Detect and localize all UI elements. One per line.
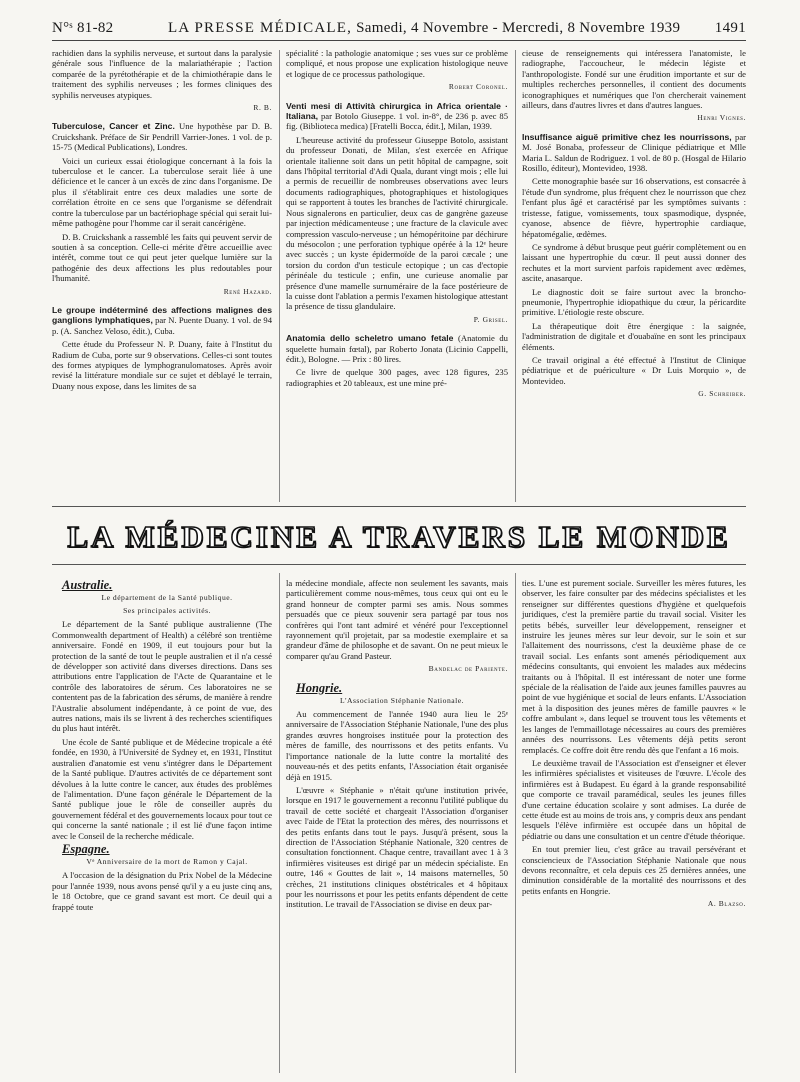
article-paragraph: L'œuvre « Stéphanie » n'était qu'une institution privée, lorsque en 1917 le gouvernement a reconnu l'utilité publique du travail de cette société et chargeait l'Association d'organiser avec l'aide de l'Etat la protection des mères, des nourrissons et des petits enfants dans tout le pays. Jusqu'à présent, sous la direction de l'Association Stéphanie Nationale, 320 centres de consultation fonctionnent. Chaque centre, travaillant avec 1 à 3 infirmières visiteuses est dirigé par un médecin spécialiste. En outre, 146 « Gouttes de lait », 14 maisons maternelles, 50 crèches, 21 institutions cliniques obstétricales et 4 hôpitaux pour les nourrissons et pour les petits enfants dépendent de cette institution. Le travail de l'Association se divise en deux par- (286, 784, 508, 910)
signature: René Hazard. (223, 286, 272, 296)
article-paragraph: A l'occasion de la désignation du Prix Nobel de la Médecine pour l'année 1939, nous avons pensé qu'il y a eu juste cinq ans, le 18 Octobre, que ce grand savant est mort. Ce deuil qui a frappé toute (52, 870, 272, 912)
article-subheading: Vᵉ Anniversaire de la mort de Ramon y Cajal. (86, 857, 248, 867)
section-rule (52, 506, 746, 507)
review-paragraph: Cette étude du Professeur N. P. Duany, faite à l'Institut du Radium de Cuba, porte sur 9 observations. Celles-ci sont toutes des formes atypiques de lymphogranulomatoses. Après avoir revisé la littérature mondiale sur ce sujet et déblayé le terrain, Duany nous expose, dans les limites de sa (52, 339, 272, 391)
review-title: Venti mesi di Attività chirurgica in Africa orientale · Italiana, (286, 100, 508, 122)
column-divider (279, 573, 280, 1073)
review-heading (52, 121, 272, 152)
section-banner: LA MÉDECINE A TRAVERS LE MONDE (67, 519, 731, 554)
section-rule (52, 564, 746, 565)
journal-page (52, 18, 746, 1076)
review-paragraph: L'heureuse activité du professeur Giuseppe Botolo, assistant du professeur Donati, de Milan, s'est exercée en Afrique orientale italienne soit dans un petit hôpital de campagne, soit dans l'hôpital territorial d'Adi Quala, durant vingt mois ; elle lui a permis de recueillir de nombreuses observations avec leurs documents radiographiques, photographiques et histologiques qui se rapportent à toutes les branches de l'activité chirurgicale. Nous signalerons en particulier, deux cas de gangrène gazeuse par injection médicamenteuse ; une fracture de la clavicule avec compression vasculo-nerveuse ; un hémopéritoine par déchirure du mésocolon ; une perforation typhique opérée à la 12ᵉ heure avec succès ; un kyste épidermoïde de la paroi cæcale ; une torsion du cordon d'un testicule ectopique ; un cas d'ectopie périnéale du testicule ; enfin, une curieuse anomalie par présence d'une mamelle surnuméraire de la face postérieure de la cuisse dont l'ablation a permis l'examen histologique attestant la présence de tissu glandulaire. (286, 134, 508, 312)
issue-numbers: N°ˢ 81-82 (52, 20, 114, 36)
continued-paragraph: spécialité : la pathologie anatomique ; ses vues sur ce problème compliqué, et nous propose une explication histologique neuve et logique de ce processus pathologique. (286, 48, 508, 79)
review-heading (286, 333, 508, 364)
publication-name: LA PRESSE MÉDICALE, (168, 20, 353, 36)
signature: P. Grisel. (473, 314, 508, 324)
review-meta: par Botolo Giuseppe. 1 vol. in-8°, de 236 p. avec 85 fig. (Biblioteca medica) [Fratelli Bocca, édit.], Milan, 1939. (286, 111, 508, 132)
article-paragraph: Le deuxième travail de l'Association est d'enseigner et élever les infirmières spécialistes et visiteuses de l'œuvre. L'école des infirmières est à Budapest. Eu égard à la grande responsabilité que comporte ce travail paramédical, seules les jeunes filles d'une certaine éducation scolaire y sont admises. La durée de cette étude est au moins de trois ans, y compris deux ans pendant lesquels l'élève infirmière est occupée dans un hôpital de pédiatrie ou dans une consultation et un centre d'étude théorique. (522, 757, 746, 841)
review-title: Anatomia dello scheletro umano fetale (286, 333, 454, 344)
article-paragraph: la médecine mondiale, affecte non seulement les savants, mais particulièrement comme nous-mêmes, tous ceux qui ont eu le grand honneur de compter parmi ses amis. Nous sommes persuadés que ce pieux souvenir sera partagé par tous nos confrères qui l'ont tant admiré et vénéré pour l'exceptionnel rayonnement qu'il projetait, par sa modestie exemplaire et sa grandeur d'âme de philosophe et de savant. On ne peut mieux le comparer qu'au Grand Pasteur. (286, 578, 508, 661)
review-column-3 (522, 48, 746, 408)
review-meta: par N. Puente Duany. 1 vol. de 94 p. (A. Sanchez Veloso, édit.), Cuba. (52, 315, 272, 336)
article-paragraph: Une école de Santé publique et de Médecine tropicale a été fondée, en 1930, à l'Université de Sydney et, en 1931, l'Institut australien d'anatomie est venu s'intégrer dans le Département de la Santé publique. D'autres activités de ce département sont dévolues à la lutte contre le cancer, aux études des problèmes de l'alimentation. D'une façon générale le Département de la Santé publique joue le rôle de conseiller auprès du gouvernement fédéral et des gouvernements locaux pour tout ce qui concerne la santé nationale ; il est lié d'une façon intime avec le Conseil de la recherche médicale. (52, 736, 273, 841)
country-heading-australia: Australie. (62, 578, 113, 592)
page-number: 1491 (714, 20, 746, 36)
signature: G. Schreiber. (698, 389, 746, 399)
article-subheading: Le département de la Santé publique. (101, 593, 233, 603)
news-column-3 (522, 578, 746, 918)
page-header (52, 18, 746, 41)
review-column-2 (286, 48, 508, 391)
review-paragraph: D. B. Cruickshank a rassemblé les faits qui peuvent servir de soutien à sa conception. Celle-ci mérite d'être accueillie avec intérêt, comme tout ce qui peut jeter quelque lumière sur la pathogénie des deux affections les plus redoutables pour l'humanité. (52, 231, 272, 284)
review-title: Insuffisance aiguë primitive chez les nourrissons, (522, 131, 732, 142)
article-paragraph: Au commencement de l'année 1940 aura lieu le 25ᵉ anniversaire de l'Association Stéphanie Nationale, l'une des plus grandes œuvres hongroises instituée pour la protection des mères de famille, des nourrissons et des petits enfants. Vu l'importance nationale de la lutte contre la mortalité des nouveau-nés et des petits enfants, l'Association était organisée déjà en 1915. (286, 709, 508, 782)
continued-paragraph: rachidien dans la syphilis nerveuse, et surtout dans la paralysie générale sous l'influence de la malariathérapie ; l'action comparée de la pyrétothérapie et de la chimiothérapie dans le traitement des syphilis nerveuses ; les formes cliniques des syphilis nerveuses atypiques. (52, 48, 272, 100)
review-paragraph: Ce livre de quelque 300 pages, avec 128 figures, 235 radiographies et 20 tableaux, est une mine pré- (286, 367, 508, 388)
signature: Bandelac de Pariente. (428, 664, 508, 674)
review-title: Tuberculose, Cancer et Zinc. (52, 121, 175, 132)
signature: R. B. (253, 103, 272, 113)
news-column-1 (52, 580, 272, 915)
article-paragraph: Le département de la Santé publique australienne (The Commonwealth department of Health) a célébré son trentième anniversaire. Fondé en 1909, il eut toujours pour but la protection de la santé de tout le peuple australien et il n'a cessé de développer son activité dans diverses directions. Dans ses attributions entre l'application de l'Acte de Quarantaine et le contrôle des laboratoires de sérum. Ces laboratoires ne se contentent pas de la fabrication des sérums, de manière à rendre l'Australie absolument indépendante, à ce point de vue, des autres nations, mais ils se livrent à des recherches scientifiques du plus haut intérêt. (52, 619, 272, 734)
review-meta: par M. José Bonaba, professeur de Clinique pédiatrique et Mlle Maria L. Saldun de Rodriguez. 1 vol. de 80 p. (Hosgal de Hilario Rosillo, éditeur), Montevideo, 1938. (522, 131, 746, 174)
article-subheading: L'Association Stéphanie Nationale. (339, 696, 465, 706)
review-heading (522, 132, 746, 174)
review-meta: Une hypothèse par D. B. Cruickshank. Préface de Sir Pendrill Varrier-Jones. 1 vol. de p. 15-75 (Medical Publications), Londres. (52, 121, 272, 153)
review-heading (286, 101, 508, 132)
review-heading (52, 305, 272, 336)
review-paragraph: La thérapeutique doit être énergique : la saignée, l'administration de digitale et d'ouabaïne en sont les principaux éléments. (522, 320, 746, 352)
country-heading-hungary: Hongrie. (296, 680, 343, 695)
article-subheading: Ses principales activités. (123, 606, 211, 616)
signature: Henri Vignes. (697, 113, 746, 123)
continued-paragraph: cieuse de renseignements qui intéressera l'anatomiste, le radiographe, l'accoucheur, le médecin légiste et l'anthropologiste. Fondé sur une érudition importante et sur de multiples recherches personnelles, il contient des documents iconographiques et numériques que l'on chercherait vainement ailleurs, dans d'autres livres et dans d'autres langues. (522, 48, 746, 111)
issue-date: Samedi, 4 Novembre - Mercredi, 8 Novembre 1939 (356, 20, 681, 36)
review-paragraph: Ce travail original a été effectué à l'Institut de Clinique pédiatrique et de puériculture « Dr Luis Morquio », de Montevideo. (522, 354, 746, 386)
review-meta: (Anatomie du squelette humain fœtal), par Roberto Jonata (Licinio Cappelli, édit.), Bologne. — Prix : 80 lires. (286, 333, 508, 364)
signature: A. Blazso. (707, 899, 746, 909)
column-divider (279, 50, 280, 502)
review-paragraph: Ce syndrome à début brusque peut guérir complètement ou en laissant une hypertrophie du cœur. Il peut aussi donner des rechutes et la mort survient parfois rapidement avec œdèmes, ascite, anasarque. (522, 241, 746, 284)
column-divider (515, 50, 516, 502)
news-column-2 (286, 578, 508, 913)
review-column-1 (52, 48, 272, 394)
signature: Robert Coronel. (448, 82, 508, 92)
review-paragraph: Le diagnostic doit se faire surtout avec la broncho-pneumonie, l'hypertrophie idiopathique du cœur, la péricardite primitive. L'étiologie reste obscure. (522, 286, 746, 318)
review-title: Le groupe indéterminé des affections malignes des ganglions lymphatiques, (52, 304, 272, 326)
review-paragraph: Voici un curieux essai étiologique concernant à la fois la tuberculose et le cancer. La tuberculose serait liée à une déficience et le cancer à un excès de zinc dans l'organisme. De plus il s'établirait entre ces deux maladies une sorte de corrélation étroite en ce sens que l'organisme se défendrait contre la tuberculose par un bactériophage spécial qui serait lui-même pathogène pour l'homme car il serait cancérigène. (52, 155, 272, 229)
header-title (168, 20, 680, 37)
review-paragraph: Cette monographie basée sur 16 observations, est consacrée à l'étude d'un syndrome, plus fréquent chez le nourrisson que chez l'enfant plus âgé et caractérisé par les symptômes suivants : tristesse, fatigue, vomissements, toux spasmodique, dyspnée, cyanose, absence de fièvre, hypertrophie cardiaque, hépatomégalie, œdèmes. (522, 176, 746, 239)
article-paragraph: En tout premier lieu, c'est grâce au travail persévérant et consciencieux de l'Association Stéphanie Nationale que nous devons reconnaître, et cela depuis ces 25 dernières années, une diminution considérable de la mortalité des nourrissons et des petits enfants en Hongrie. (522, 844, 746, 896)
article-paragraph: ties. L'une est purement sociale. Surveiller les mères futures, les observer, les faire consulter par des médecins spécialistes et les renseigner sur différentes questions d'hygiène et quelquefois juridiques, c'est la première partie du travail social. Visiter les petits bébés, surveiller leur développement, renseigner et instruire les jeunes mères sur leur devoir, sur le soin et sur l'allaitement des nourrissons, c'est la deuxième phase de ce travail social. Les enfants sont amenés périodiquement aux médecins consultants, qui envoient les malades aux médecins traitants ou à l'hôpital. Il est intéressant de noter une forme spéciale de la réalisation de l'aide aux jeunes familles pauvres au point de vue hygiénique et social de leurs enfants. L'Association met à la disposition des jeunes mères de famille pauvres « le coffre ambulant », dans lequel se trouvent tous les vêtements et les langes de l'emmaillotage nécessaires au cours des premières années des nourrissons. Les vêtements déjà petits seront remplacés. Ce coffre doit être rendu dès que l'enfant a 16 mois. (522, 578, 746, 755)
country-heading-spain: Espagne. (62, 841, 110, 856)
column-divider (515, 573, 516, 1073)
